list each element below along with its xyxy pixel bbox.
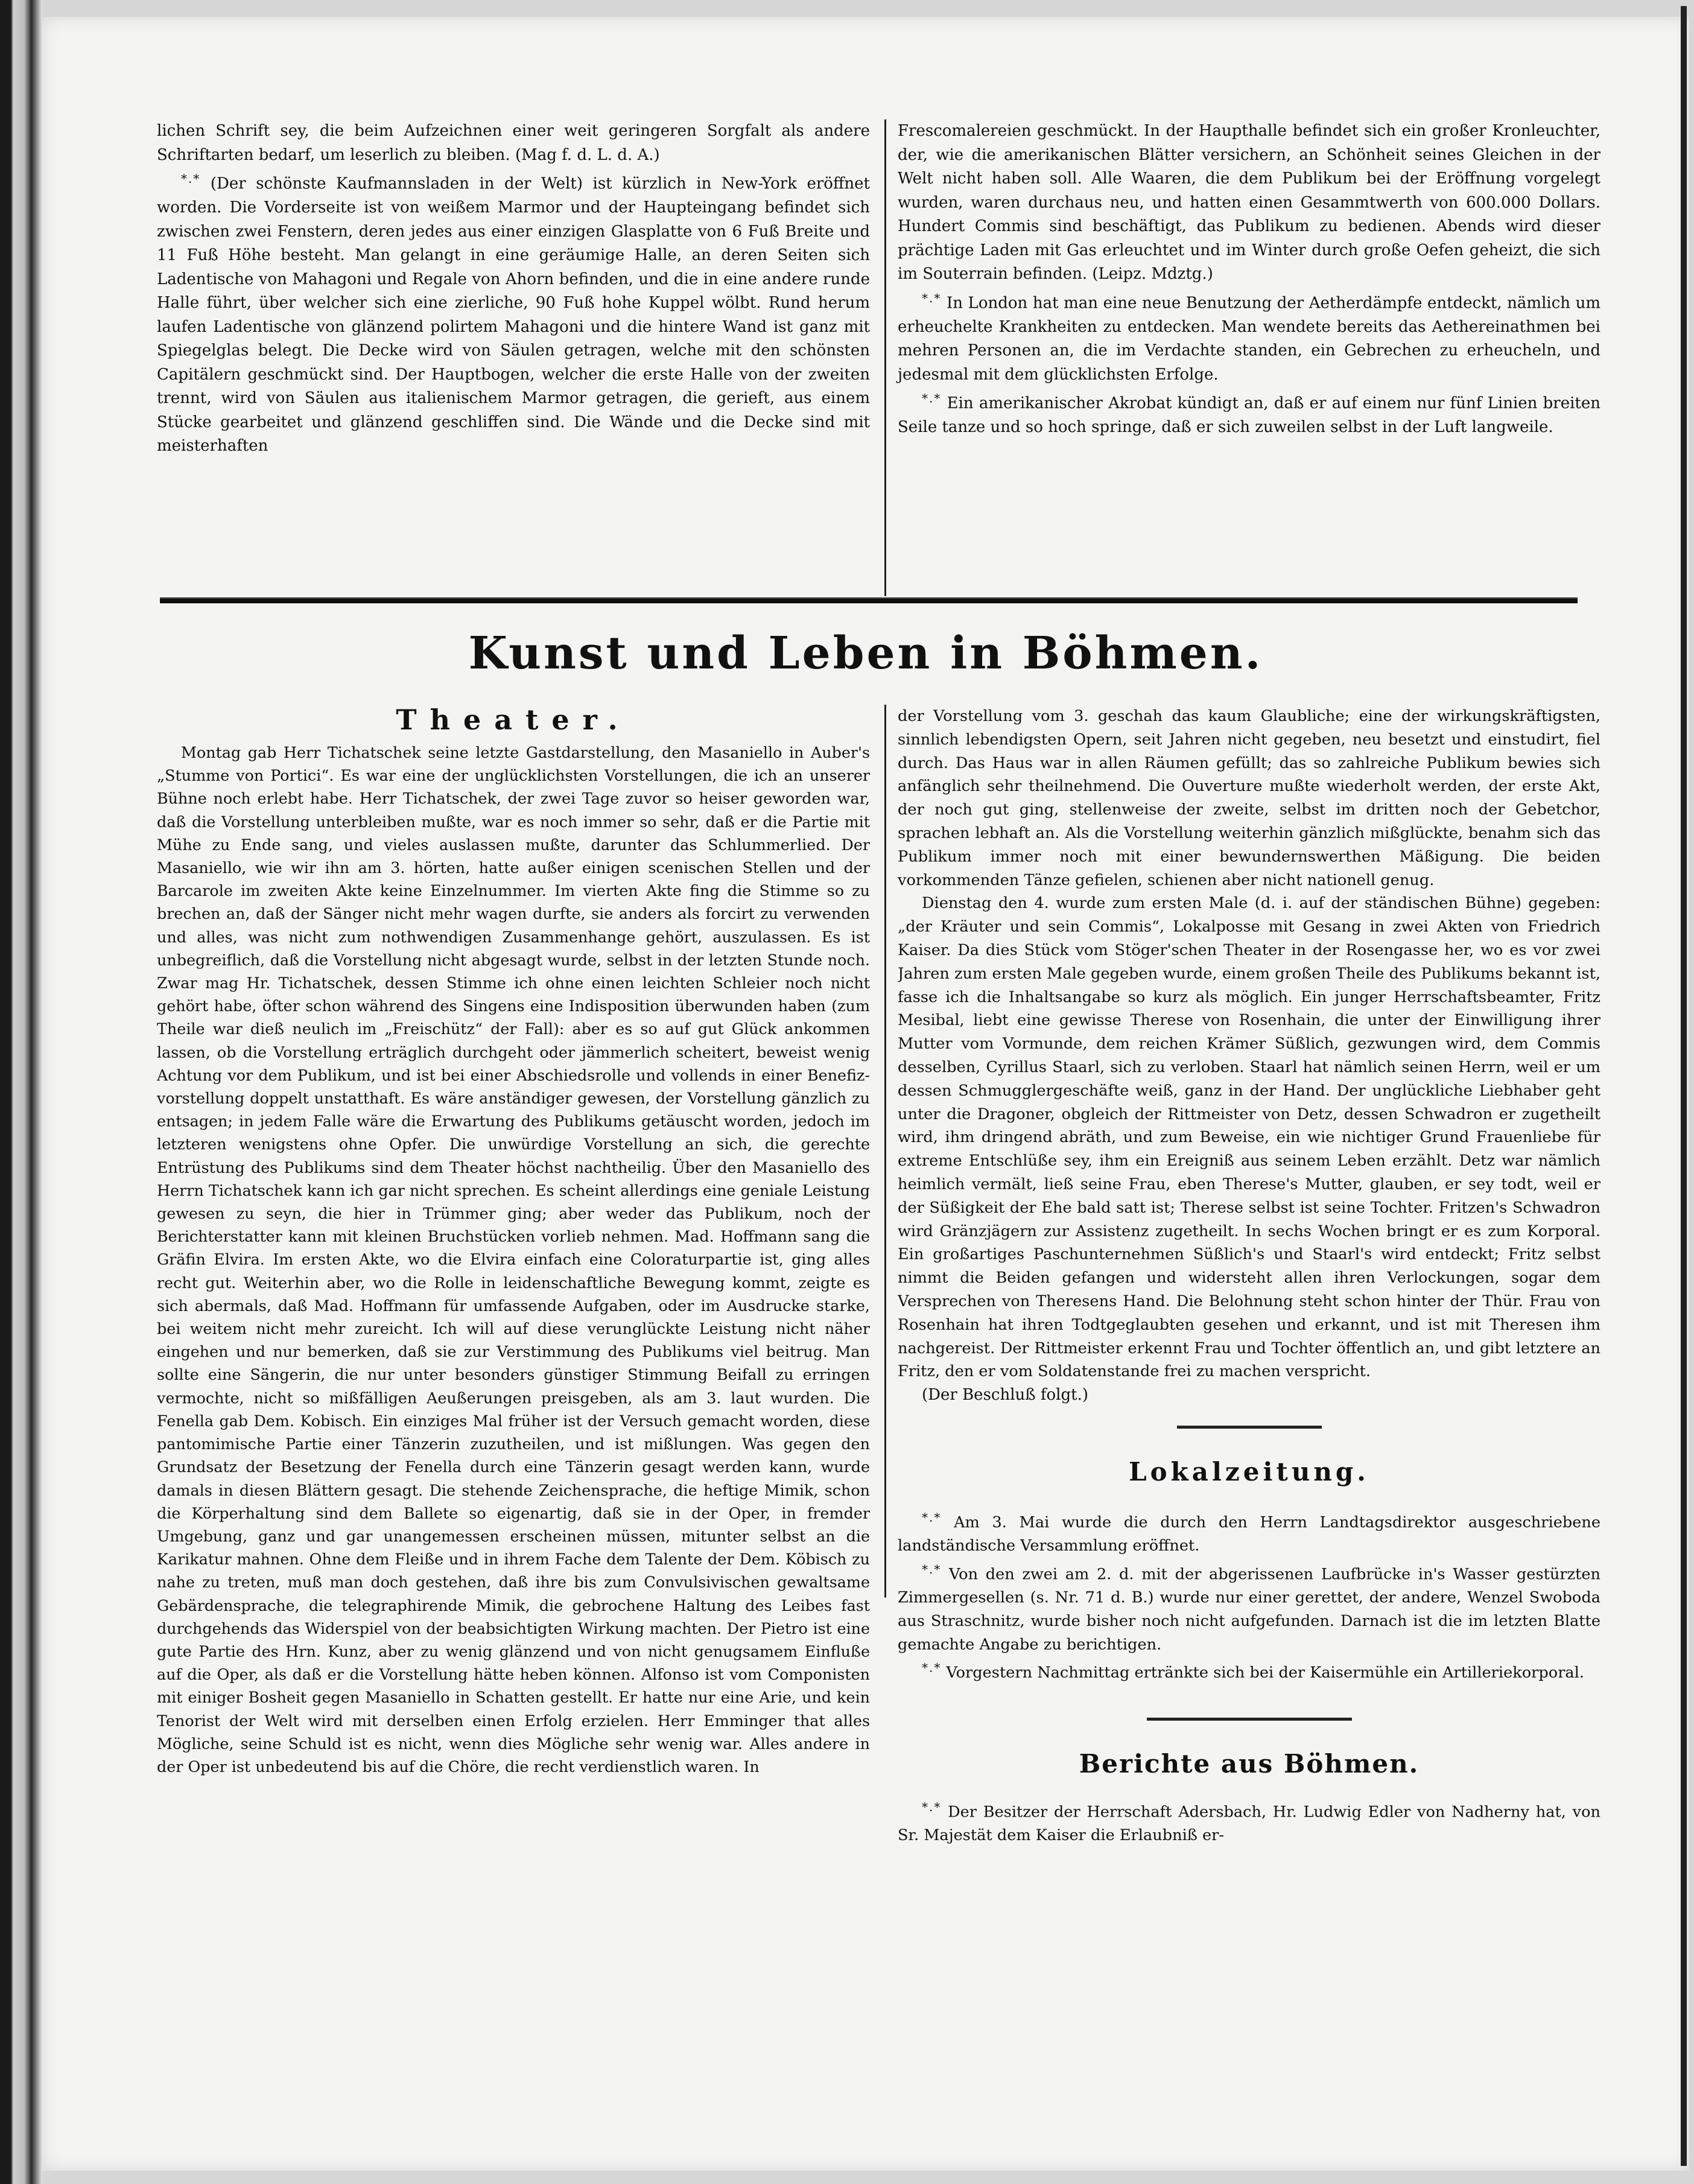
theater-paragraph-1: Montag gab Herr Tichatschek seine letzte Gastdarstellung, den Masaniello in Auber's „Stumme von Portici“. Es war eine der unglücklichsten Vorstellungen, die ich an unserer Bühne noch erlebt habe. Herr Tichatschek, der zwei Tage zuvor so heiser geworden war, daß die Vorstellung unterbleiben mußte, war es noch immer so sehr, daß er die Partie mit Mühe zu Ende sang, und vieles auslassen mußte, darunter das Schlummerlied. Der Masaniello, wie wir ihn am 3. hörten, hatte außer einigen scenischen Stellen und der Barcarole im zweiten Akte keine Einzelnummer. Im vierten Akte fing die Stimme so zu brechen an, daß der Sänger nicht mehr wagen durfte, sie anders als forcirt zu verwenden und alles, was nicht zum nothwendigen Zusammenhange gehört, auszulassen. Es ist unbegreiflich, daß die Vorstellung nicht abgesagt wurde, selbst in der letzten Stunde noch. Zwar mag Hr. Tichatschek, dessen Stimme ich ohne einen leichten Schleier noch nicht gehört habe, öfter schon während des Singens eine Indisposition überwunden haben (zum Theile war dieß neulich im „Freischütz“ der Fall): aber es so auf gut Glück ankommen lassen, ob die Vorstellung erträglich durchgeht oder jämmerlich scheitert, beweist wenig Achtung vor dem Publikum, und ist bei einer Abschiedsrolle und vollends in einer Benefizvorstellung doppelt unstatthaft. Es wäre anständiger gewesen, der Vorstellung gänzlich zu entsagen; in jedem Falle wäre die Erwartung des Publikums getäuscht worden, jedoch im letzteren wenigstens ohne Opfer. Die unwürdige Vorstellung an sich, die gerechte Entrüstung des Publikums sind dem Theater höchst nachtheilig. Über den Masaniello des Herrn Tichatschek kann ich gar nicht sprechen. Es scheint allerdings eine geniale Leistung gewesen zu seyn, die hier in Trümmer ging; aber weder das Publikum, noch der Berichterstatter kann mit kleinen Bruchstücken vorlieb nehmen. Mad. Hoffmann sang die Gräfin Elvira. Im ersten Akte, wo die Elvira einfach eine Coloraturpartie ist, ging alles recht gut. Weiterhin aber, wo die Rolle in leidenschaftliche Bewegung kommt, zeigte es sich abermals, daß Mad. Hoffmann für umfassende Aufgaben, oder im Ausdrucke starke, bei weitem nicht mehr zureicht. Ich will auf diese verunglückte Leistung nicht näher eingehen und nur bemerken, daß sie zur Verstimmung des Publikums viel beitrug. Man sollte eine Sängerin, die nur unter besonders günstiger Stimmung Beifall zu erringen vermochte, nicht so mißfälligen Aeußerungen preisgeben, als am 3. laut wurden. Die Fenella gab Dem. Kobisch. Ein einziges Mal früher ist der Versuch gemacht worden, diese pantomimische Partie einer Tänzerin zuzutheilen, und ist mißlungen. Was gegen den Grundsatz der Besetzung der Fenella durch eine Tänzerin gesagt werden kann, wurde damals in diesen Blättern gesagt. Die stehende Zeichensprache, die heftige Mimik, schon die Körperhaltung sind dem Ballete so eigenartig, daß sie in der Oper, in fremder Umgebung, ganz und gar unangemessen erscheinen müssen, mitunter selbst an die Karikatur mahnen. Ohne dem Fleiße und in ihrem Fache dem Talente der Dem. Köbisch zu nahe zu treten, muß man doch gestehen, daß ihre bis zum Convulsivischen gewaltsame Gebärdensprache, die telegraphirende Mimik, die gebrochene Haltung des Leibes fast durchgehends das Widerspiel von der beabsichtigten Wirkung machten. Der Pietro ist eine gute Partie des Hrn. Kunz, aber zu wenig glänzend und von nicht genugsamem Einfluße auf die Oper, als daß er die Vorstellung hätte heben können. Alfonso ist vom Componisten mit einiger Bosheit gegen Masaniello in Schatten gestellt. Er hatte nur eine Arie, und kein Tenorist der Welt wird mit derselben einen Erfolg erzielen. Herr Emminger that alles Mögliche, seine Schuld ist es nicht, wenn dies Mögliche sehr wenig war. Alles andere in der Oper ist unbedeutend bis auf die Chöre, die recht verdienstlich waren. In [157,743,870,1776]
short-divider-rule [1177,1426,1322,1429]
newspaper-page [42,17,1689,2171]
berichte-heading: Berichte aus Böhmen. [1079,1748,1420,1779]
paragraph-star-mark: *.* [922,1509,942,1525]
lokalzeitung-heading: Lokalzeitung. [1129,1456,1369,1487]
theater-column [157,699,870,2122]
top-left-paragraph-2: *.* (Der schönste Kaufmannsladen in der Welt) ist kürzlich in New-York eröffnet worden. Die Vorderseite ist von weißem Marmor und der Haupteingang befindet sich zwischen zwei Fenstern, deren jedes aus einer einzigen Glasplatte von 6 Fuß Breite und 11 Fuß Höhe besteht. Man gelangt in eine geräumige Halle, an deren Seiten sich Ladentische von Mahagoni und Regale von Ahorn befinden, und die in eine andere runde Halle führt, über welcher sich eine zierliche, 90 Fuß hohe Kuppel wölbt. Rund herum laufen Ladentische von glänzend polirtem Mahagoni und die hintere Wand ist ganz mit Spiegelglas belegt. Die Decke wird von Säulen getragen, welche mit den schönsten Capitälern geschmückt sind. Der Hauptbogen, welcher die erste Halle von der zweiten trennt, wird von Säulen aus italienischem Marmor getragen, die gerieft, aus einem Stücke gearbeitet und glänzend geschliffen sind. Die Wände und die Decke sind mit meisterhaften [157,171,870,456]
top-right-column [898,119,1600,596]
scan-right-edge [1681,6,1687,2166]
top-column-divider [884,119,886,596]
theater-heading: Theater. [396,703,631,736]
scan-binding-edge [0,0,42,2184]
section-title: Kunst und Leben in Böhmen. [468,627,1263,679]
conclusion-note: (Der Beschluß folgt.) [922,1386,1088,1405]
berichte-paragraph-1: *.* Der Besitzer der Herrschaft Adersbach, Hr. Ludwig Edler von Nadherny hat, von Sr. Majestät dem Kaiser die Erlaubniß er- [898,1799,1600,1845]
lokal-paragraph-2: *.* Von den zwei am 2. d. mit der abgerissenen Laufbrücke in's Wasser gestürzten Zimmergesellen (s. Nr. 71 d. B.) wurde nur einer gerettet, der andere, Wenzel Swoboda aus Straschnitz, wurde bisher noch nicht aufgefunden. Darnach ist die im letzten Blatte gemachte Angabe zu berichtigen. [898,1561,1600,1654]
lower-column-divider [884,705,886,1598]
paragraph-star-mark: *.* [922,290,942,305]
paragraph-star-mark: *.* [922,1660,942,1675]
top-left-paragraph-1: lichen Schrift sey, die beim Aufzeichnen einer weit geringeren Sorgfalt als andere Schriftarten bedarf, um leserlich zu bleiben. (Mag f. d. L. d. A.) [157,122,870,164]
top-left-column [157,119,870,596]
top-right-paragraph-2: *.* In London hat man eine neue Benutzung der Aetherdämpfe entdeckt, nämlich um erheuchelte Krankheiten zu entdecken. Man wendete bereits das Aethereinathmen bei mehren Personen an, die im Verdachte standen, ein Gebrechen zu erheucheln, und jedesmal mit dem glücklichsten Erfolge. [898,290,1600,384]
right-paragraph-2: Dienstag den 4. wurde zum ersten Male (d. i. auf der ständischen Bühne) gegeben: „der Kräuter und sein Commis“, Lokalposse mit Gesang in zwei Akten von Friedrich Kaiser. Da dies Stück vom Stöger'schen Theater in der Rosengasse her, wo es vor zwei Jahren zum ersten Male gegeben wurde, einem großen Theile des Publikums bekannt ist, fasse ich die Inhaltsangabe so kurz als möglich. Ein junger Herrschaftsbeamter, Fritz Mesibal, liebt eine gewisse Therese von Rosenhain, die unter der Einwilligung ihrer Mutter vom Vormunde, dem reichen Krämer Süßlich, gezwungen wird, dem Commis desselben, Cyrillus Staarl, sich zu verloben. Staarl hat nämlich seinen Herrn, weil er um dessen Schmugglergeschäfte weiß, ganz in der Hand. Der unglückliche Liebhaber geht unter die Dragoner, obgleich der Rittmeister von Detz, dessen Schwadron er zugetheilt wird, ihm dringend abräth, und zum Beweise, ein wie nichtiger Grund Frauenliebe für extreme Entschlüße sey, ihm ein Ereigniß aus seinem Leben erzählt. Detz war nämlich heimlich vermält, ließ seine Frau, eben Therese's Mutter, glauben, er sey todt, weil er der Süßigkeit der Ehe bald satt ist; Therese selbst ist seine Tochter. Fritzen's Schwadron wird Gränzjägern zur Assistenz zugetheilt. In sechs Wochen bringt er es zum Korporal. Ein großartiges Paschunternehmen Süßlich's und Staarl's wird entdeckt; Fritz selbst nimmt die Beiden gefangen und widersteht allen ihren Verlockungen, sogar dem Versprechen von Theresens Hand. Die Belohnung steht schon hinter der Thür. Frau von Rosenhain hat ihren Todtgeglaubten gesehen und erkannt, und ist mit Theresen ihm nachgereist. Der Rittmeister erkennt Frau und Tochter öffentlich an, und gibt letztere an Fritz, den er vom Soldatenstande frei zu machen verspricht. [898,894,1600,1381]
paragraph-star-mark: *.* [181,171,201,186]
paragraph-star-mark: *.* [922,1799,942,1814]
paragraph-star-mark: *.* [922,391,942,406]
lokal-paragraph-3: *.* Vorgestern Nachmittag ertränkte sich bei der Kaisermühle ein Artilleriekorporal. [922,1660,1585,1682]
right-column [898,705,1600,2122]
lokal-paragraph-1: *.* Am 3. Mai wurde die durch den Herrn Landtagsdirektor ausgeschriebene landständische Versammlung eröffnet. [898,1509,1600,1555]
right-paragraph-1: der Vorstellung vom 3. geschah das kaum Glaubliche; eine der wirkungskräftigsten, sinnlich lebendigsten Opern, seit Jahren nicht gegeben, neu besetzt und einstudirt, fiel durch. Das Haus war in allen Räumen gefüllt; das so zahlreiche Publikum bewies sich anfänglich sehr theilnehmend. Die Ouverture mußte wiederholt werden, der erste Akt, der noch gut ging, stellenweise der zweite, selbst im dritten noch der Gebetchor, sprachen lebhaft an. Als die Vorstellung weiterhin gänzlich mißglückte, benahm sich das Publikum immer noch mit einer bewundernswerthen Mäßigung. Die beiden vorkommenden Tänze gefielen, schienen aber nicht nationell genug. [898,707,1600,889]
section-divider-rule [160,597,1578,603]
top-right-paragraph-3: *.* Ein amerikanischer Akrobat kündigt an, daß er auf einem nur fünf Linien breiten Seile tanze und so hoch springe, daß er sich zuweilen selbst in der Luft langweile. [898,391,1601,437]
top-right-paragraph-1: Frescomalereien geschmückt. In der Haupthalle befindet sich ein großer Kronleuchter, der, wie die amerikanischen Blätter versichern, an Schönheit seines Gleichen in der Welt nicht haben soll. Alle Waaren, die dem Publikum bei der Eröffnung vorgelegt wurden, waren durchaus neu, und hatten einen Gesammtwerth von 600.000 Dollars. Hundert Commis sind beschäftigt, das Publikum zu bedienen. Abends wird dieser prächtige Laden mit Gas erleuchtet und im Winter durch große Oefen geheizt, die sich im Souterrain befinden. (Leipz. Mdztg.) [898,122,1600,283]
short-divider-rule [1147,1718,1352,1721]
paragraph-star-mark: *.* [922,1561,942,1576]
